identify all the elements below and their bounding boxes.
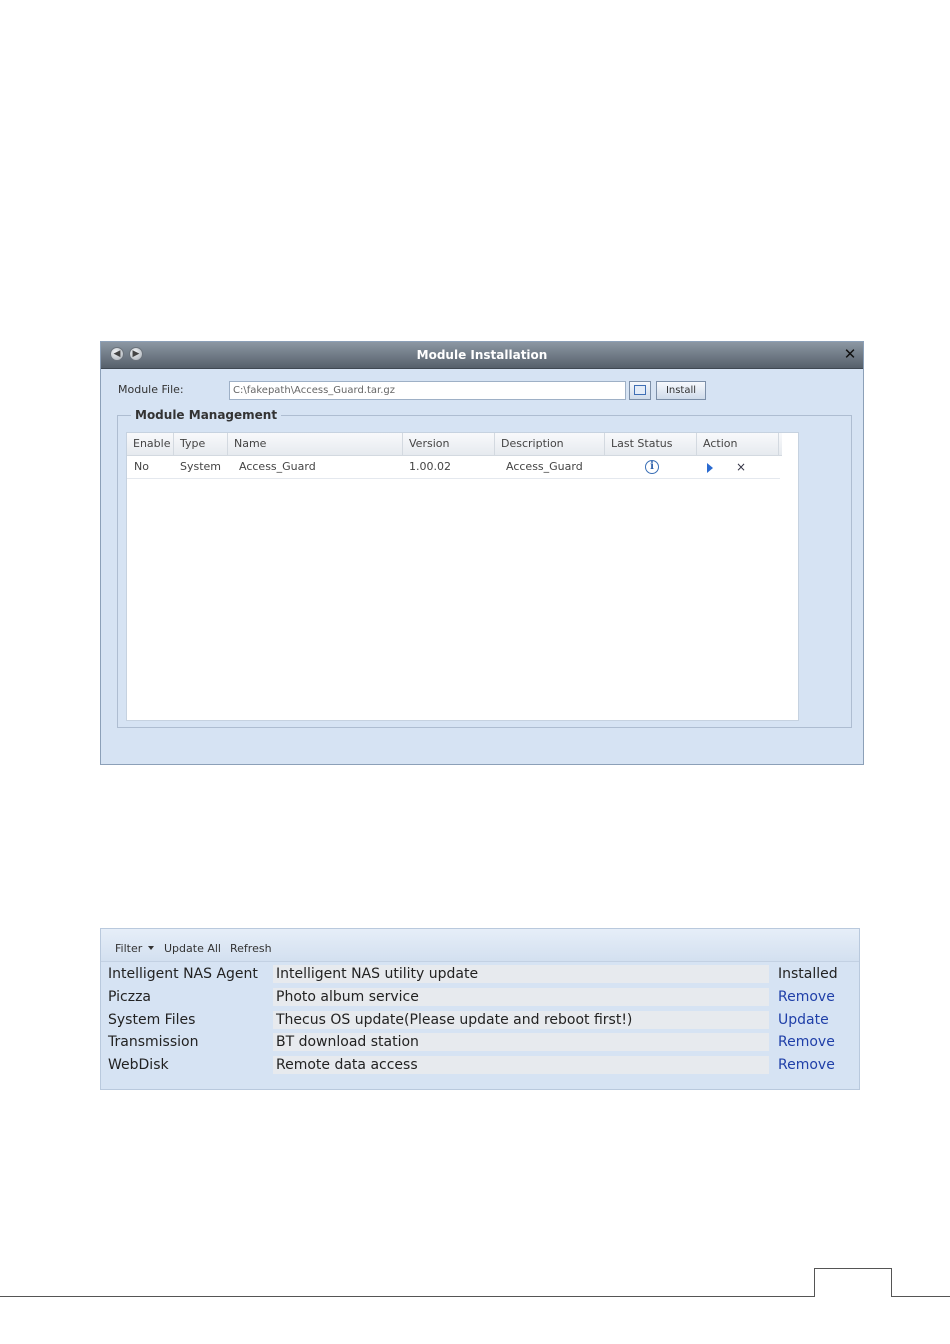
update-link[interactable]: Update: [778, 1012, 829, 1028]
cell-name: Access_Guard: [239, 460, 316, 473]
page-number-box: [814, 1268, 892, 1297]
module-description: Thecus OS update(Please update and reboot first!): [273, 1011, 769, 1029]
delete-icon[interactable]: ×: [736, 460, 747, 474]
module-grid: [126, 432, 799, 721]
column-header-last-status[interactable]: Last Status: [605, 433, 697, 455]
column-header-name[interactable]: Name: [228, 433, 403, 455]
footer-rule: [0, 1296, 950, 1297]
module-description: Remote data access: [273, 1056, 769, 1074]
window-title: Module Installation: [416, 348, 548, 362]
list-item: [101, 1009, 861, 1031]
column-header-action[interactable]: Action: [697, 433, 779, 455]
cell-description: Access_Guard: [506, 460, 583, 473]
list-item: [101, 963, 861, 985]
chevron-down-icon: [148, 946, 154, 950]
remove-link[interactable]: Remove: [778, 989, 835, 1005]
forward-icon[interactable]: ▶: [129, 347, 143, 361]
filter-button[interactable]: [115, 929, 154, 961]
module-name: Piczza: [108, 989, 151, 1005]
module-name: Intelligent NAS Agent: [108, 966, 258, 982]
module-name: Transmission: [108, 1034, 199, 1050]
module-list-panel: [100, 928, 860, 1090]
window-titlebar: [101, 342, 863, 369]
table-row[interactable]: [127, 456, 780, 479]
module-description: Photo album service: [273, 988, 769, 1006]
refresh-button[interactable]: Refresh: [230, 942, 272, 955]
module-management-title: Module Management: [131, 408, 281, 422]
module-description: BT download station: [273, 1033, 769, 1051]
module-file-input[interactable]: [229, 381, 626, 400]
list-item: [101, 1031, 861, 1053]
cell-enable: No: [134, 460, 149, 473]
module-installation-window: [100, 341, 864, 765]
module-name: System Files: [108, 1012, 196, 1028]
module-list-toolbar: [101, 929, 859, 962]
module-description: Intelligent NAS utility update: [273, 965, 769, 983]
browse-icon: [634, 385, 646, 395]
close-icon[interactable]: ✕: [843, 345, 857, 363]
info-icon[interactable]: i: [645, 460, 659, 474]
module-file-label: Module File:: [118, 383, 184, 396]
browse-button[interactable]: [629, 381, 651, 400]
install-button[interactable]: Install: [656, 381, 706, 400]
column-header-enable[interactable]: Enable: [127, 433, 174, 455]
grid-header: [127, 433, 782, 456]
module-name: WebDisk: [108, 1057, 169, 1073]
column-header-version[interactable]: Version: [403, 433, 495, 455]
column-header-description[interactable]: Description: [495, 433, 605, 455]
module-status: Installed: [778, 966, 838, 982]
column-header-type[interactable]: Type: [174, 433, 228, 455]
update-all-button[interactable]: Update All: [164, 942, 221, 955]
play-icon[interactable]: [707, 463, 713, 473]
remove-link[interactable]: Remove: [778, 1034, 835, 1050]
cell-version: 1.00.02: [409, 460, 451, 473]
remove-link[interactable]: Remove: [778, 1057, 835, 1073]
list-item: [101, 1054, 861, 1076]
filter-label: Filter: [115, 942, 143, 955]
back-icon[interactable]: ◀: [110, 347, 124, 361]
cell-type: System: [180, 460, 222, 473]
list-item: [101, 986, 861, 1008]
